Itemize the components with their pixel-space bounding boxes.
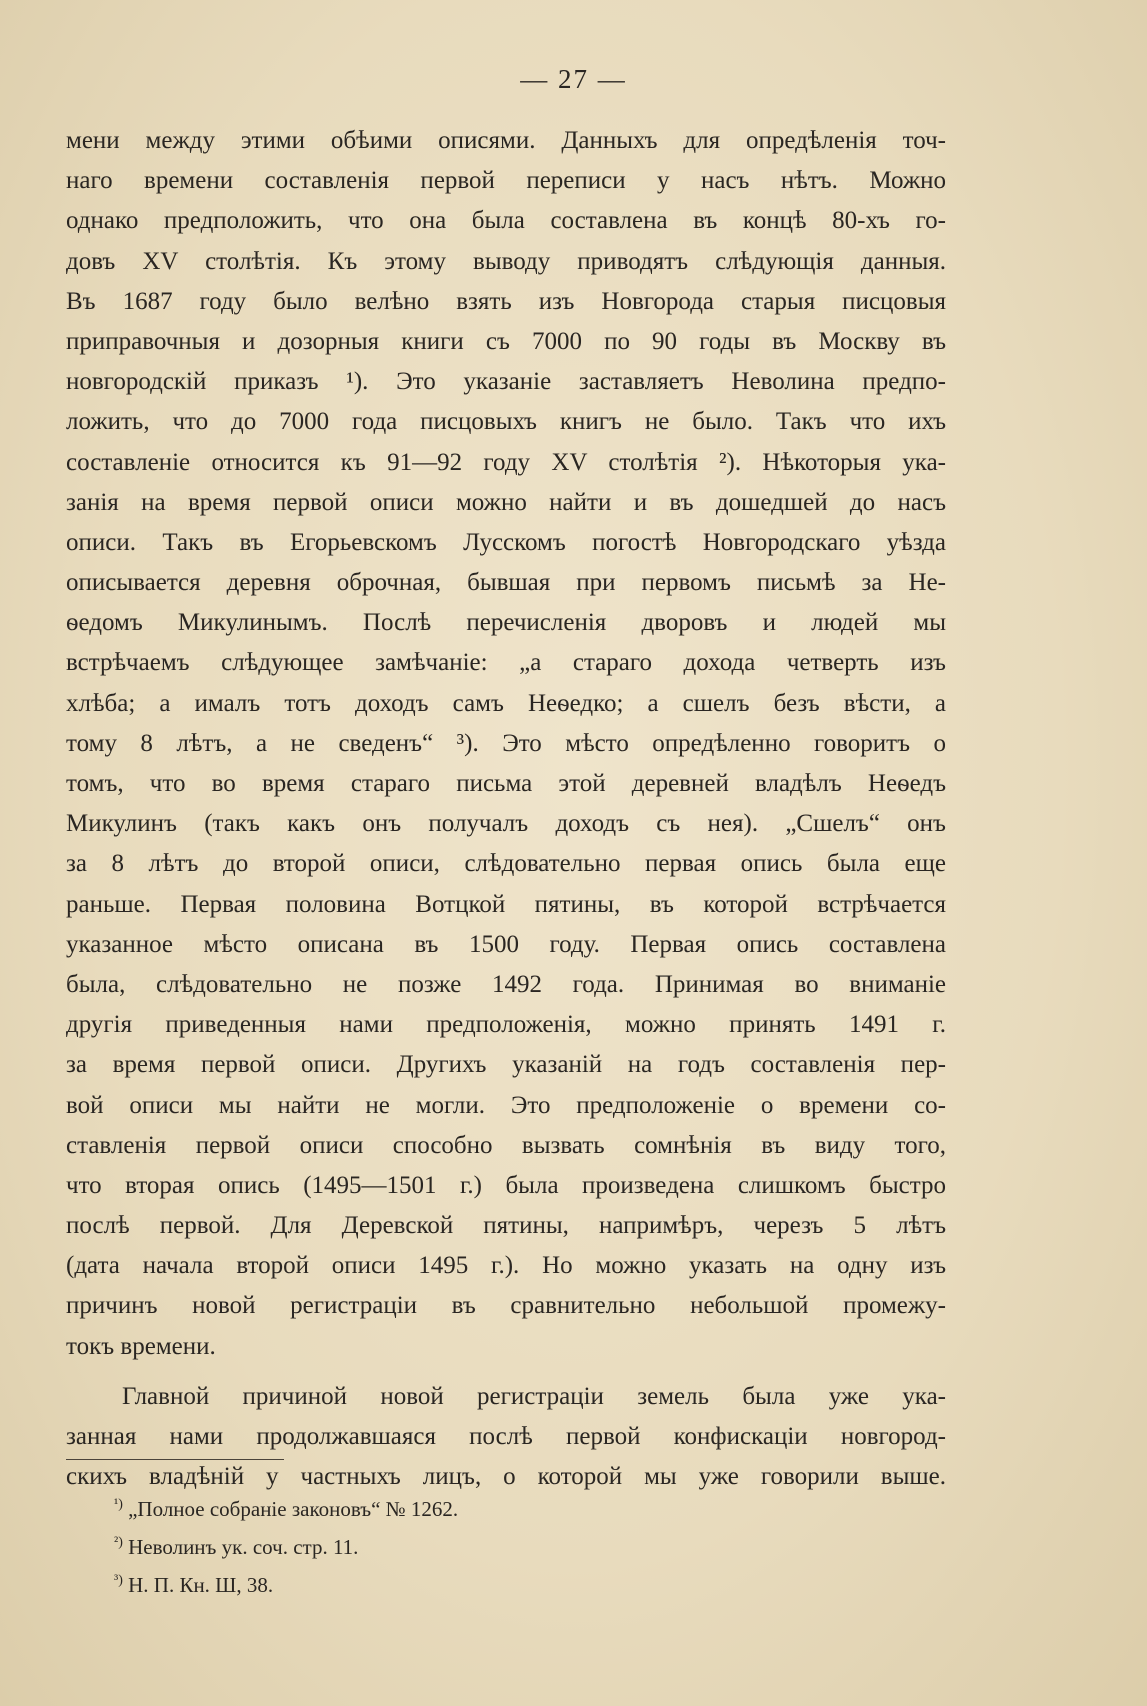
footnote-mark: ²) [114, 1535, 123, 1550]
text-line: ставленія первой описи способно вызвать сомнѣнія въ виду того, [66, 1131, 946, 1159]
text-line: новгородскій приказъ ¹). Это указаніе заставляетъ Неволина предпо- [66, 368, 946, 396]
footnote-text: Н. П. Кн. Ш, 38. [128, 1573, 274, 1597]
text-line: раньше. Первая половина Вотцкой пятины, въ которой встрѣчается [66, 890, 946, 918]
text-line: указанное мѣсто описана въ 1500 году. Первая опись составлена [66, 930, 946, 958]
text-line: за время первой описи. Другихъ указаній на годъ составленія пер- [66, 1051, 946, 1079]
text-line: что вторая опись (1495—1501 г.) была произведена слишкомъ быстро [66, 1171, 946, 1199]
text-line: мени между этими обѣими описями. Данныхъ для опредѣленія точ- [66, 127, 946, 154]
page-number: — 27 — [520, 64, 627, 94]
footnotes [114, 1488, 914, 1602]
text-line: Микулинъ (такъ какъ онъ получалъ доходъ съ нея). „Сшелъ“ онъ [66, 810, 946, 838]
footnote-mark: ³) [114, 1573, 123, 1588]
text-line: ложить, что до 7000 года писцовыхъ книгъ не было. Такъ что ихъ [66, 408, 946, 436]
footnote-1 [114, 1488, 914, 1526]
paragraph-1 [66, 121, 946, 1367]
text-line: однако предположить, что она была составлена въ концѣ 80-хъ го- [66, 207, 946, 235]
text-line: была, слѣдовательно не позже 1492 года. Принимая во вниманіе [66, 970, 946, 998]
text-line: тому 8 лѣтъ, а не сведенъ“ ³). Это мѣсто опредѣленно говоритъ о [66, 729, 946, 757]
text-line: описи. Такъ въ Егорьевскомъ Лусскомъ погостѣ Новгородскаго уѣзда [66, 528, 946, 556]
footnote-3 [114, 1564, 914, 1602]
paragraph-2 [66, 1377, 946, 1498]
text-line: ѳедомъ Микулинымъ. Послѣ перечисленія дворовъ и людей мы [66, 609, 946, 637]
text-line: другія приведенныя нами предположенія, можно принять 1491 г. [66, 1011, 946, 1039]
text-line: приправочныя и дозорныя книги съ 7000 по 90 годы въ Москву въ [66, 327, 946, 355]
text-line: описывается деревня оброчная, бывшая при первомъ письмѣ за Не- [66, 569, 946, 597]
body-text [66, 121, 946, 1497]
text-line: токъ времени. [66, 1332, 216, 1360]
text-line: довъ XV столѣтія. Къ этому выводу приводятъ слѣдующія данныя. [66, 247, 946, 275]
footnote-text: Неволинъ ук. соч. стр. 11. [128, 1535, 359, 1559]
paragraph-gap [66, 1367, 946, 1377]
text-line: (дата начала второй описи 1495 г.). Но можно указать на одну изъ [66, 1252, 946, 1280]
text-line: занія на время первой описи можно найти и въ дошедшей до насъ [66, 488, 946, 516]
text-line: послѣ первой. Для Деревской пятины, напримѣръ, черезъ 5 лѣтъ [66, 1212, 946, 1240]
text-line: вой описи мы найти не могли. Это предположеніе о времени со- [66, 1091, 946, 1119]
text-line: причинъ новой регистраціи въ сравнительно небольшой промежу- [66, 1292, 946, 1320]
footnote-mark: ¹) [114, 1497, 123, 1512]
text-line: встрѣчаемъ слѣдующее замѣчаніе: „а стараго дохода четверть изъ [66, 649, 946, 677]
text-line: Главной причиной новой регистраціи земель была уже ука- [122, 1382, 946, 1410]
text-line: за 8 лѣтъ до второй описи, слѣдовательно первая опись была еще [66, 850, 946, 878]
text-line: томъ, что во время стараго письма этой деревней владѣлъ Неѳедъ [66, 770, 946, 797]
text-line: Въ 1687 году было велѣно взять изъ Новгорода старыя писцовыя [66, 287, 946, 315]
text-line: наго времени составленія первой переписи у насъ нѣтъ. Можно [66, 167, 946, 195]
footnote-divider [66, 1459, 284, 1460]
text-line: скихъ владѣній у частныхъ лицъ, о которой мы уже говорили выше. [66, 1463, 946, 1491]
text-line: хлѣба; а ималъ тотъ доходъ самъ Неѳедко; а сшелъ безъ вѣсти, а [66, 689, 946, 717]
text-line: занная нами продолжавшаяся послѣ первой конфискаціи новгород- [66, 1423, 946, 1450]
footnote-2 [114, 1526, 914, 1564]
footnote-text: „Полное собраніе законовъ“ № 1262. [128, 1497, 459, 1521]
text-line: составленіе относится къ 91—92 году XV столѣтія ²). Нѣкоторыя ука- [66, 448, 946, 476]
